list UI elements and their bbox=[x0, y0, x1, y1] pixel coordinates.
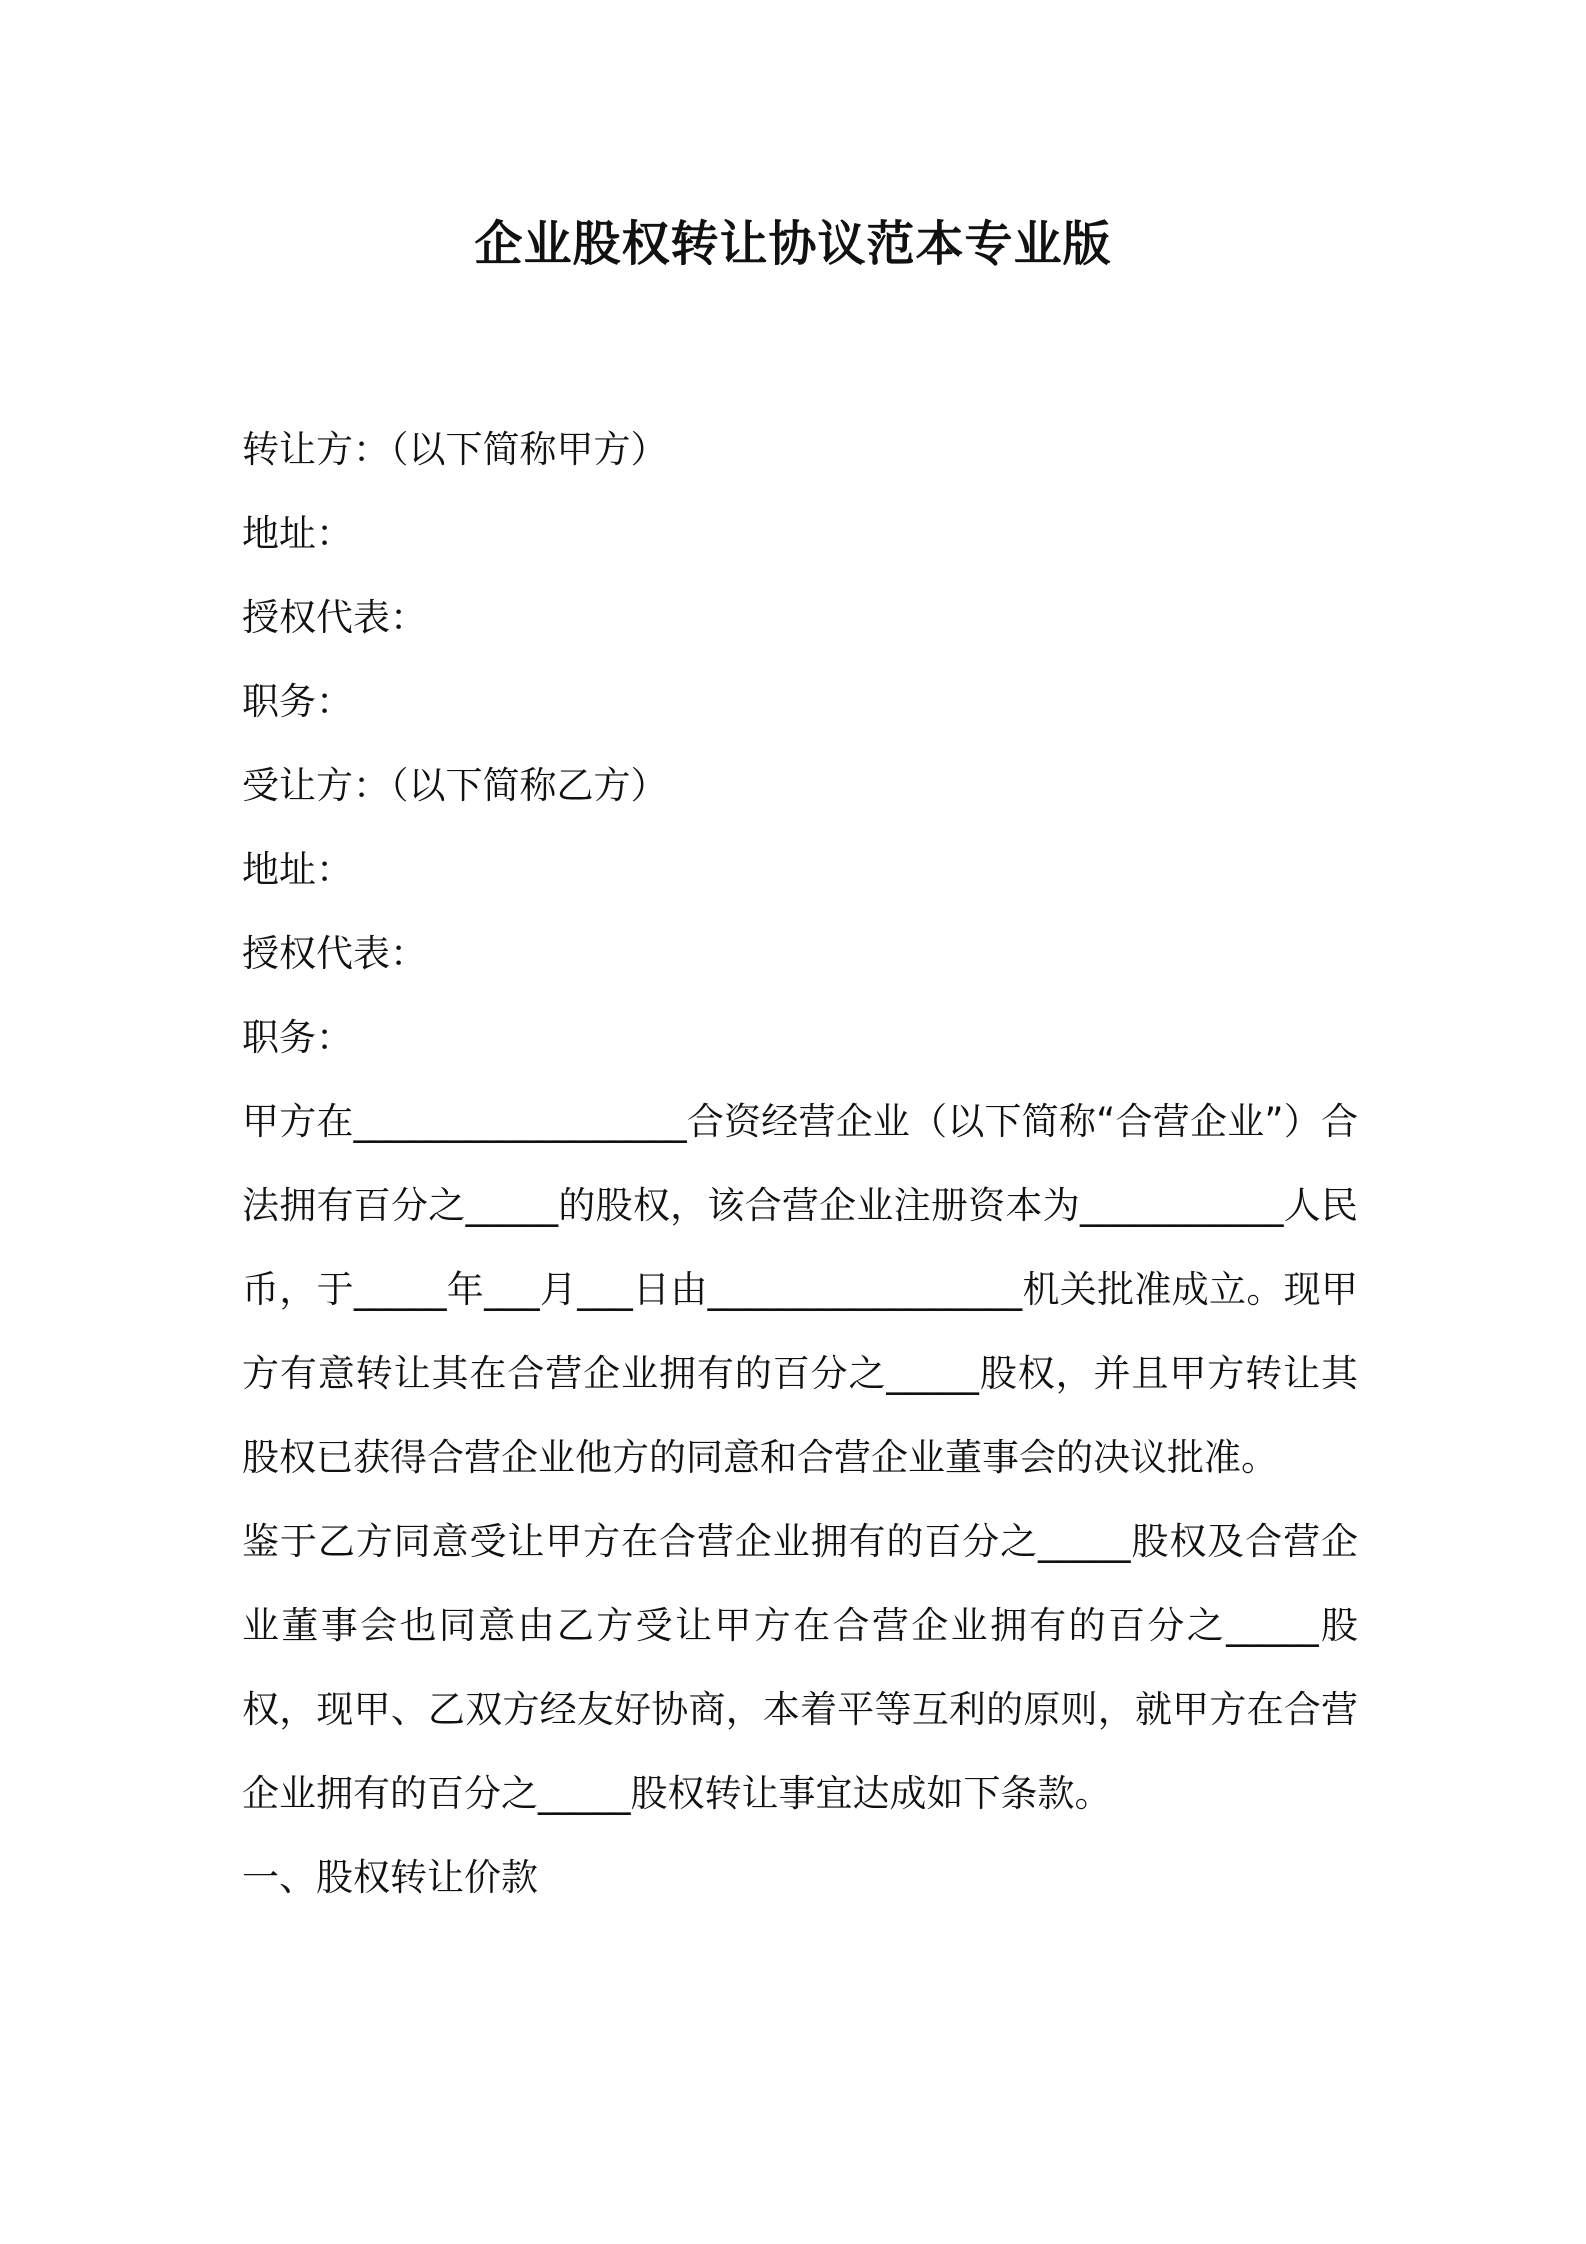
recital-paragraph-1: 甲方在__________________合资经营企业（以下简称“合营企业”）合法拥有百分之_____的股权，该合营企业注册资本为___________人民币，于_____年___月___日由_________________机关批准成立。现甲方有意转让其在合营企业拥有的百分之_____股权，并且甲方转让其股权已获得合营企业他方的同意和合营企业董事会的决议批准。 bbox=[242, 1100, 1358, 1479]
transferor-representative-line: 授权代表： bbox=[242, 596, 427, 639]
transferee-line: 受让方：（以下简称乙方） bbox=[242, 764, 668, 807]
document-title: 企业股权转让协议范本专业版 bbox=[474, 216, 1112, 272]
transferee-address-line: 地址： bbox=[242, 848, 353, 891]
document-body bbox=[242, 408, 1358, 1920]
recital-paragraph-2: 鉴于乙方同意受让甲方在合营企业拥有的百分之_____股权及合营企业董事会也同意由乙方受让甲方在合营企业拥有的百分之_____股权，现甲、乙双方经友好协商，本着平等互利的原则，就甲方在合营企业拥有的百分之_____股权转让事宜达成如下条款。 bbox=[242, 1520, 1358, 1815]
transferor-line: 转让方：（以下简称甲方） bbox=[242, 428, 668, 471]
transferee-representative-line: 授权代表： bbox=[242, 932, 427, 975]
transferee-position-line: 职务： bbox=[242, 1016, 353, 1059]
section-heading-transfer-price: 一、股权转让价款 bbox=[242, 1856, 538, 1899]
transferor-address-line: 地址： bbox=[242, 512, 353, 555]
transferor-position-line: 职务： bbox=[242, 680, 353, 723]
